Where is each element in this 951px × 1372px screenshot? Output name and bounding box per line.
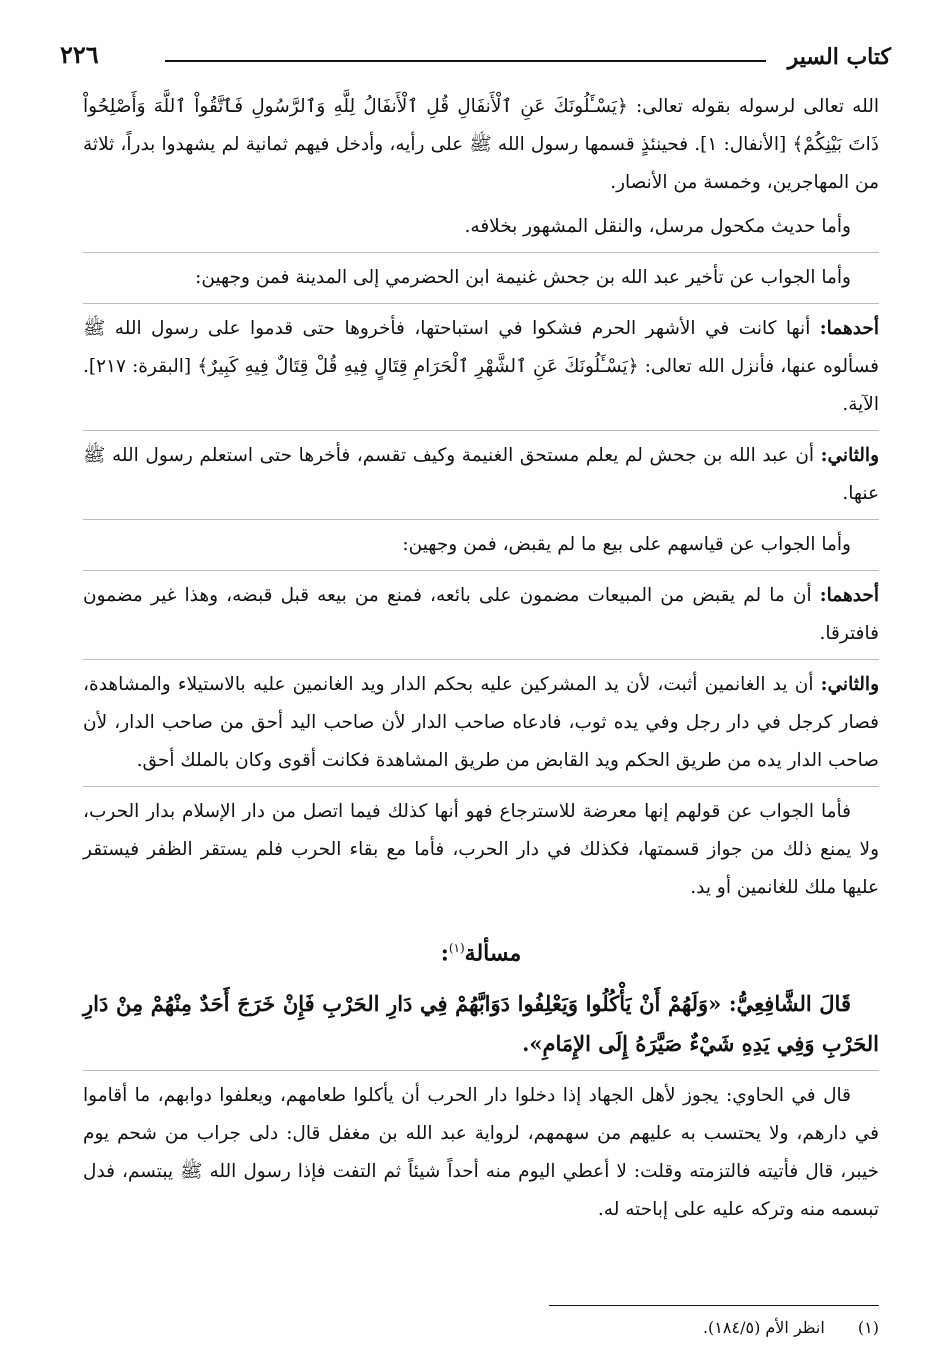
paragraph: وأما حديث مكحول مرسل، والنقل المشهور بخلافه.	[464, 216, 851, 237]
paragraph-text: أن يد الغانمين أثبت، لأن يد المشركين عليه بحكم الدار ويد الغانمين عليه بالاستيلاء والمشاهدة، فصار كرجل في دار رجل وفي يده ثوب، فادعاه صاحب الدار لأن صاحب اليد أحق من صاحب الدار، لأن صاحب الدار يده من طريق الحكم ويد القابض من طريق المشاهدة فكانت أقوى وكان بالملك أحق.	[83, 674, 879, 771]
paragraph	[83, 310, 879, 424]
footnote-rule	[549, 1305, 879, 1306]
paragraph: وأما الجواب عن تأخير عبد الله بن جحش غنيمة ابن الحضرمي إلى المدينة فمن وجهين:	[195, 267, 851, 288]
section-colon: :	[440, 940, 449, 967]
paragraph-lead: أحدهما:	[819, 318, 879, 339]
paragraph: قال في الحاوي: يجوز لأهل الجهاد إذا دخلوا دار الحرب أن يأكلوا طعامهم، ويعلفوا دوابهم، ما أقاموا في دارهم، ولا يحتسب به عليهم من سهمهم، لرواية عبد الله بن مغفل قال: دلى جراب من شحم يوم خيبر، قال فأتيته فالتزمته وقلت: لا أعطي اليوم منه أحداً شيئاً ثم التفت فإذا رسول الله ﷺ يبتسم، فدل تبسمه منه وتركه عليه على إباحته له.	[83, 1085, 879, 1221]
divider	[83, 786, 879, 787]
divider	[83, 303, 879, 304]
divider	[83, 570, 879, 571]
paragraph	[83, 666, 879, 780]
section-title: مسألة	[464, 940, 522, 967]
main-text	[83, 88, 879, 1235]
paragraph: الله تعالى لرسوله بقوله تعالى: ﴿يَسْـَٔلُونَكَ عَنِ ٱلْأَنفَالِ قُلِ ٱلْأَنفَالُ لِلَّهِ وَٱلرَّسُولِ فَٱتَّقُواْ ٱللَّهَ وَأَصْلِحُواْ ذَاتَ بَيْنِكُمْ﴾ [الأنفال: ١]. فحينئذٍ قسمها رسول الله ﷺ على رأيه، وأدخل فيهم ثمانية لم يشهدوا بدراً، ثلاثة من المهاجرين، وخمسة من الأنصار.	[83, 96, 879, 193]
divider	[83, 252, 879, 253]
paragraph	[83, 577, 879, 653]
footnote	[703, 1318, 879, 1337]
header-rule	[165, 60, 766, 62]
divider	[83, 1070, 879, 1071]
paragraph: فأما الجواب عن قولهم إنها معرضة للاسترجاع فهو أنها كذلك فيما اتصل من دار الإسلام بدار الحرب، ولا يمنع ذلك من جواز قسمتها، فكذلك في دار الحرب، فأما مع بقاء الحرب فلم يستقر الظفر فيستقر عليها ملك للغانمين أو يد.	[83, 801, 879, 898]
page-header	[60, 38, 891, 78]
paragraph-lead: أحدهما:	[819, 585, 879, 606]
paragraph: وأما الجواب عن قياسهم على بيع ما لم يقبض، فمن وجهين:	[402, 534, 851, 555]
section-heading	[83, 929, 879, 972]
paragraph-text: أنها كانت في الأشهر الحرم فشكوا في استباحتها، فأخروها حتى قدموا على رسول الله ﷺ فسألوه عنها، فأنزل الله تعالى: ﴿يَسْـَٔلُونَكَ عَنِ ٱلشَّهْرِ ٱلْحَرَامِ قِتَالٍ فِيهِ قُلْ قِتَالٌ فِيهِ كَبِيرٌ﴾ [البقرة: ٢١٧]. الآية.	[83, 318, 879, 415]
paragraph-lead: والثاني:	[820, 674, 879, 695]
footnote-text: انظر الأم (١٨٤/٥).	[702, 1318, 825, 1337]
footnote-number: (١)	[857, 1318, 879, 1337]
paragraph-lead: والثاني:	[820, 445, 879, 466]
paragraph-text: أن ما لم يقبض من المبيعات مضمون على بائعه، فمنع من بيعه قبل قبضه، وهذا غير مضمون فافترقا.	[83, 585, 879, 644]
footnote-ref: (١)	[448, 941, 465, 955]
shafii-quote: قَالَ الشَّافِعِيُّ: «وَلَهُمْ أَنْ يَأْكُلُوا وَيَعْلِفُوا دَوَابَّهُمْ فِي دَارِ الحَرْبِ فَإِنْ خَرَجَ أَحَدٌ مِنْهُمْ مِنْ دَارِ الحَرْبِ وَفِي يَدِهِ شَيْءٌ صَيَّرَهُ إِلَى الإِمَامِ».	[83, 991, 879, 1057]
paragraph-text: أن عبد الله بن جحش لم يعلم مستحق الغنيمة وكيف تقسم، فأخرها حتى استعلم رسول الله ﷺ عنها.	[83, 445, 879, 504]
divider	[83, 659, 879, 660]
divider	[83, 519, 879, 520]
divider	[83, 430, 879, 431]
page-number: ٢٢٦	[60, 40, 99, 69]
paragraph	[83, 437, 879, 513]
chapter-title: كتاب السير	[787, 44, 891, 70]
